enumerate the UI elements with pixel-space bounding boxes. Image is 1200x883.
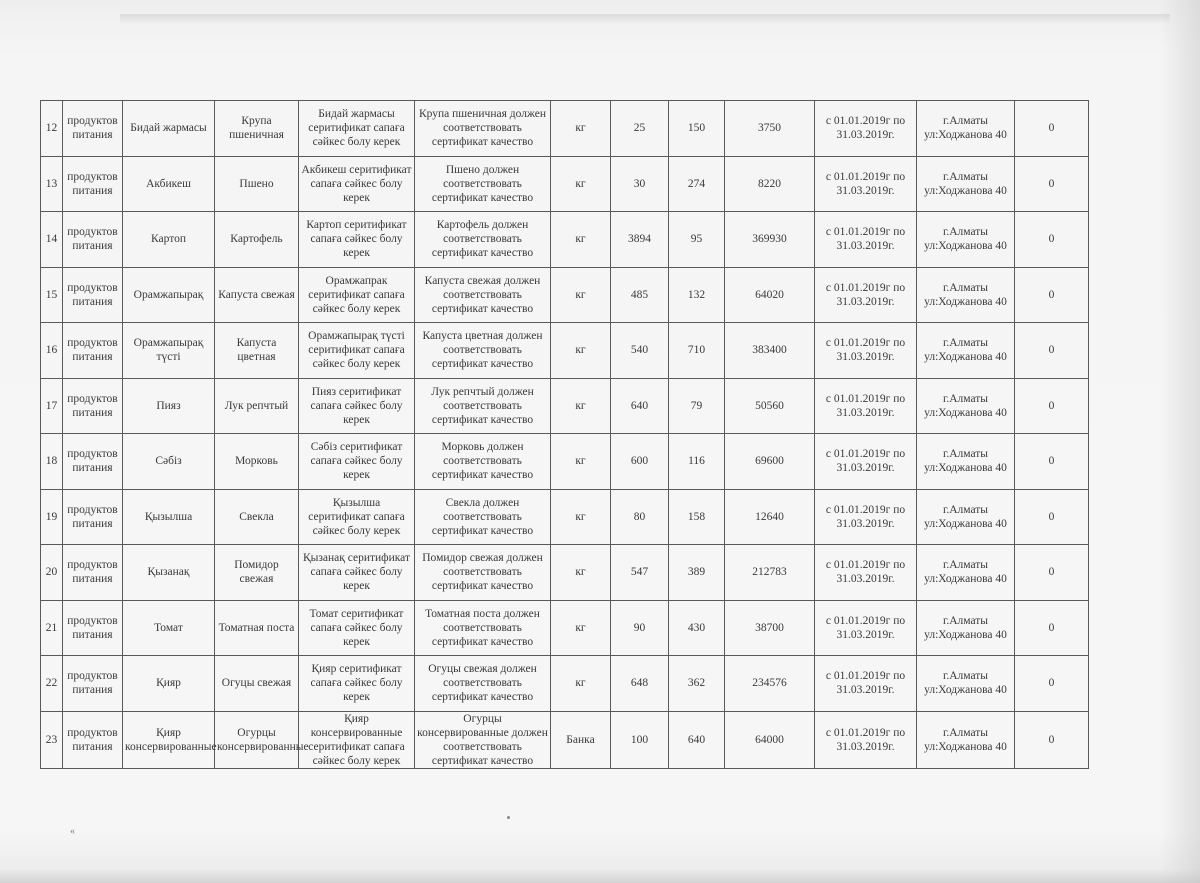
spec-ru-cell: Помидор свежая должен соответствовать сертификат качество	[415, 545, 551, 601]
sum-cell: 50560	[725, 378, 815, 434]
address-cell: г.Алматы ул:Ходжанова 40	[917, 711, 1015, 768]
quantity-cell: 640	[611, 378, 669, 434]
name-kz-cell: Қияр консервированные	[123, 711, 215, 768]
unit-cell: кг	[551, 656, 611, 712]
period-cell: с 01.01.2019г по 31.03.2019г.	[815, 378, 917, 434]
last-column-cell: 0	[1015, 489, 1089, 545]
footer-mark: «	[70, 826, 75, 837]
row-number: 22	[41, 656, 63, 712]
period-cell: с 01.01.2019г по 31.03.2019г.	[815, 101, 917, 157]
name-ru-cell: Помидор свежая	[215, 545, 299, 601]
category-cell: продуктов питания	[63, 489, 123, 545]
table-row	[41, 600, 1089, 656]
period-cell: с 01.01.2019г по 31.03.2019г.	[815, 489, 917, 545]
scan-speck	[507, 816, 510, 819]
quantity-cell: 100	[611, 711, 669, 768]
unit-cell: кг	[551, 489, 611, 545]
table-row	[41, 656, 1089, 712]
row-number: 12	[41, 101, 63, 157]
address-cell: г.Алматы ул:Ходжанова 40	[917, 600, 1015, 656]
address-cell: г.Алматы ул:Ходжанова 40	[917, 101, 1015, 157]
table-row	[41, 489, 1089, 545]
name-ru-cell: Свекла	[215, 489, 299, 545]
spec-ru-cell: Пшено должен соответствовать сертификат качество	[415, 156, 551, 212]
row-number: 13	[41, 156, 63, 212]
sum-cell: 383400	[725, 323, 815, 379]
name-ru-cell: Огурцы консервированные	[215, 711, 299, 768]
row-number: 19	[41, 489, 63, 545]
address-cell: г.Алматы ул:Ходжанова 40	[917, 378, 1015, 434]
name-ru-cell: Капуста цветная	[215, 323, 299, 379]
address-cell: г.Алматы ул:Ходжанова 40	[917, 267, 1015, 323]
unit-cell: кг	[551, 267, 611, 323]
category-cell: продуктов питания	[63, 656, 123, 712]
spec-kz-cell: Пияз серитификат сапаға сәйкес болу керек	[299, 378, 415, 434]
sum-cell: 3750	[725, 101, 815, 157]
last-column-cell: 0	[1015, 545, 1089, 601]
table-row	[41, 156, 1089, 212]
table-row	[41, 323, 1089, 379]
spec-kz-cell: Томат серитификат сапаға сәйкес болу керек	[299, 600, 415, 656]
last-column-cell: 0	[1015, 267, 1089, 323]
unit-cell: кг	[551, 545, 611, 601]
row-number: 15	[41, 267, 63, 323]
last-column-cell: 0	[1015, 101, 1089, 157]
quantity-cell: 25	[611, 101, 669, 157]
period-cell: с 01.01.2019г по 31.03.2019г.	[815, 545, 917, 601]
last-column-cell: 0	[1015, 600, 1089, 656]
period-cell: с 01.01.2019г по 31.03.2019г.	[815, 600, 917, 656]
name-ru-cell: Лук репчтый	[215, 378, 299, 434]
last-column-cell: 0	[1015, 711, 1089, 768]
price-cell: 95	[669, 212, 725, 268]
category-cell: продуктов питания	[63, 212, 123, 268]
row-number: 18	[41, 434, 63, 490]
name-kz-cell: Сәбіз	[123, 434, 215, 490]
name-kz-cell: Орамжапырақ түсті	[123, 323, 215, 379]
sum-cell: 12640	[725, 489, 815, 545]
row-number: 21	[41, 600, 63, 656]
period-cell: с 01.01.2019г по 31.03.2019г.	[815, 323, 917, 379]
unit-cell: кг	[551, 434, 611, 490]
sum-cell: 369930	[725, 212, 815, 268]
name-kz-cell: Қияр	[123, 656, 215, 712]
price-cell: 640	[669, 711, 725, 768]
spec-ru-cell: Капуста цветная должен соответствовать сертификат качество	[415, 323, 551, 379]
spec-ru-cell: Лук репчтый должен соответствовать сертификат качество	[415, 378, 551, 434]
row-number: 17	[41, 378, 63, 434]
last-column-cell: 0	[1015, 656, 1089, 712]
spec-kz-cell: Қияр консервированные серитификат сапаға сәйкес болу керек	[299, 711, 415, 768]
category-cell: продуктов питания	[63, 323, 123, 379]
table-row	[41, 101, 1089, 157]
category-cell: продуктов питания	[63, 600, 123, 656]
unit-cell: кг	[551, 600, 611, 656]
name-ru-cell: Капуста свежая	[215, 267, 299, 323]
unit-cell: кг	[551, 378, 611, 434]
period-cell: с 01.01.2019г по 31.03.2019г.	[815, 434, 917, 490]
address-cell: г.Алматы ул:Ходжанова 40	[917, 323, 1015, 379]
spec-ru-cell: Крупа пшеничная должен соответствовать сертификат качество	[415, 101, 551, 157]
last-column-cell: 0	[1015, 156, 1089, 212]
name-kz-cell: Қызылша	[123, 489, 215, 545]
price-cell: 150	[669, 101, 725, 157]
row-number: 14	[41, 212, 63, 268]
name-kz-cell: Қызанақ	[123, 545, 215, 601]
category-cell: продуктов питания	[63, 545, 123, 601]
unit-cell: кг	[551, 156, 611, 212]
category-cell: продуктов питания	[63, 101, 123, 157]
spec-ru-cell: Капуста свежая должен соответствовать сертификат качество	[415, 267, 551, 323]
quantity-cell: 30	[611, 156, 669, 212]
name-kz-cell: Пияз	[123, 378, 215, 434]
spec-kz-cell: Орамжапрак серитификат сапаға сәйкес болу керек	[299, 267, 415, 323]
sum-cell: 234576	[725, 656, 815, 712]
period-cell: с 01.01.2019г по 31.03.2019г.	[815, 711, 917, 768]
table-row	[41, 212, 1089, 268]
name-ru-cell: Морковь	[215, 434, 299, 490]
spec-kz-cell: Акбикеш серитификат сапаға сәйкес болу керек	[299, 156, 415, 212]
table-row	[41, 545, 1089, 601]
spec-kz-cell: Картоп серитификат сапаға сәйкес болу керек	[299, 212, 415, 268]
category-cell: продуктов питания	[63, 434, 123, 490]
unit-cell: кг	[551, 323, 611, 379]
price-cell: 79	[669, 378, 725, 434]
address-cell: г.Алматы ул:Ходжанова 40	[917, 656, 1015, 712]
sum-cell: 69600	[725, 434, 815, 490]
quantity-cell: 547	[611, 545, 669, 601]
name-ru-cell: Томатная поста	[215, 600, 299, 656]
spec-ru-cell: Морковь должен соответствовать сертификат качество	[415, 434, 551, 490]
address-cell: г.Алматы ул:Ходжанова 40	[917, 156, 1015, 212]
quantity-cell: 540	[611, 323, 669, 379]
period-cell: с 01.01.2019г по 31.03.2019г.	[815, 656, 917, 712]
quantity-cell: 3894	[611, 212, 669, 268]
spec-kz-cell: Қызанақ серитификат сапаға сәйкес болу керек	[299, 545, 415, 601]
sum-cell: 8220	[725, 156, 815, 212]
address-cell: г.Алматы ул:Ходжанова 40	[917, 545, 1015, 601]
last-column-cell: 0	[1015, 378, 1089, 434]
price-cell: 158	[669, 489, 725, 545]
address-cell: г.Алматы ул:Ходжанова 40	[917, 212, 1015, 268]
sum-cell: 212783	[725, 545, 815, 601]
quantity-cell: 600	[611, 434, 669, 490]
spec-ru-cell: Свекла должен соответствовать сертификат качество	[415, 489, 551, 545]
spec-kz-cell: Қызылша серитификат сапаға сәйкес болу керек	[299, 489, 415, 545]
scan-shadow-top	[120, 14, 1170, 24]
row-number: 16	[41, 323, 63, 379]
category-cell: продуктов питания	[63, 711, 123, 768]
category-cell: продуктов питания	[63, 378, 123, 434]
price-cell: 389	[669, 545, 725, 601]
row-number: 23	[41, 711, 63, 768]
address-cell: г.Алматы ул:Ходжанова 40	[917, 489, 1015, 545]
price-cell: 132	[669, 267, 725, 323]
name-ru-cell: Картофель	[215, 212, 299, 268]
table-row	[41, 267, 1089, 323]
spec-ru-cell: Огуцы свежая должен соответствовать сертификат качество	[415, 656, 551, 712]
price-cell: 710	[669, 323, 725, 379]
scan-shadow-bottom	[0, 869, 1200, 883]
procurement-table	[40, 100, 1089, 769]
period-cell: с 01.01.2019г по 31.03.2019г.	[815, 156, 917, 212]
table-body	[41, 101, 1089, 769]
table-row	[41, 378, 1089, 434]
unit-cell: Банка	[551, 711, 611, 768]
spec-ru-cell: Огурцы консервированные должен соответствовать сертификат качество	[415, 711, 551, 768]
name-ru-cell: Пшено	[215, 156, 299, 212]
last-column-cell: 0	[1015, 434, 1089, 490]
period-cell: с 01.01.2019г по 31.03.2019г.	[815, 267, 917, 323]
quantity-cell: 80	[611, 489, 669, 545]
spec-ru-cell: Томатная поста должен соответствовать сертификат качество	[415, 600, 551, 656]
last-column-cell: 0	[1015, 323, 1089, 379]
name-kz-cell: Акбикеш	[123, 156, 215, 212]
scan-shadow-right	[1160, 0, 1200, 883]
name-kz-cell: Картоп	[123, 212, 215, 268]
price-cell: 116	[669, 434, 725, 490]
spec-kz-cell: Орамжапырақ түсті серитификат сапаға сәйкес болу керек	[299, 323, 415, 379]
last-column-cell: 0	[1015, 212, 1089, 268]
name-ru-cell: Огуцы свежая	[215, 656, 299, 712]
table-row	[41, 711, 1089, 768]
spec-ru-cell: Картофель должен соответствовать сертификат качество	[415, 212, 551, 268]
quantity-cell: 485	[611, 267, 669, 323]
sum-cell: 38700	[725, 600, 815, 656]
quantity-cell: 90	[611, 600, 669, 656]
name-ru-cell: Крупа пшеничная	[215, 101, 299, 157]
address-cell: г.Алматы ул:Ходжанова 40	[917, 434, 1015, 490]
spec-kz-cell: Қияр серитификат сапаға сәйкес болу керек	[299, 656, 415, 712]
sum-cell: 64000	[725, 711, 815, 768]
sum-cell: 64020	[725, 267, 815, 323]
unit-cell: кг	[551, 212, 611, 268]
price-cell: 430	[669, 600, 725, 656]
spec-kz-cell: Сәбіз серитификат сапаға сәйкес болу керек	[299, 434, 415, 490]
quantity-cell: 648	[611, 656, 669, 712]
period-cell: с 01.01.2019г по 31.03.2019г.	[815, 212, 917, 268]
row-number: 20	[41, 545, 63, 601]
name-kz-cell: Орамжапырақ	[123, 267, 215, 323]
price-cell: 362	[669, 656, 725, 712]
name-kz-cell: Томат	[123, 600, 215, 656]
spec-kz-cell: Бидай жармасы серитификат сапаға сәйкес болу керек	[299, 101, 415, 157]
price-cell: 274	[669, 156, 725, 212]
table-row	[41, 434, 1089, 490]
category-cell: продуктов питания	[63, 267, 123, 323]
category-cell: продуктов питания	[63, 156, 123, 212]
name-kz-cell: Бидай жармасы	[123, 101, 215, 157]
unit-cell: кг	[551, 101, 611, 157]
